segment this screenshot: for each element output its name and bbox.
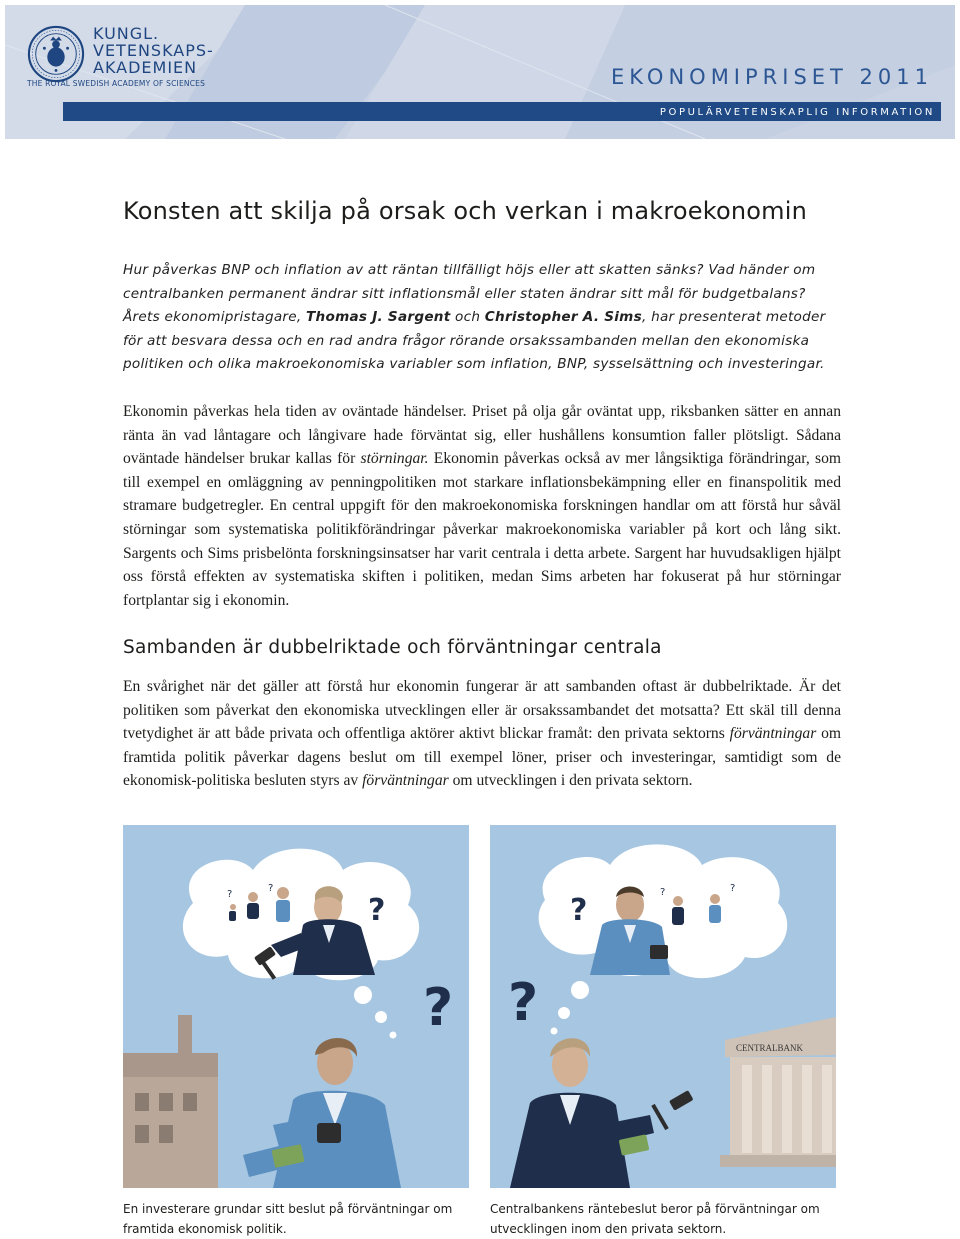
central-bank-building <box>720 1017 836 1167</box>
paragraph-1-after: Ekonomin påverkas också av mer långsiktiga förändringar, som till exempel en omläggning av penningpolitiken mot starkare inflationsbekämpning eller en finanspolitik med stramare budgetregler. En central uppgift för den makroekonomiska forskningen handlar om att förstå hur såväl störningar som systematiska politikförändringar påverkar makroekonomiska variabler på kort och lång sikt. Sargents och Sims prisbelönta forskningsinsatser har varit centrala i detta arbete. Sargent har huvudsakligen hjälpt oss förstå effekten av systematiska skiften i politiken, medan Sims arbeten har fokuserat på hur störningar fortplantar sig i ekonomin. <box>123 450 841 609</box>
paragraph-2-part-3: om utvecklingen i den privata sektorn. <box>448 772 693 790</box>
prize-title: EKONOMIPRISET 2011 <box>611 65 933 89</box>
caption-right: Centralbankens räntebeslut beror på förväntningar om utvecklingen inom den privata sektorn. <box>490 1202 820 1236</box>
svg-text:?: ? <box>730 883 736 894</box>
article-lead <box>123 259 843 377</box>
question-mark-large: ? <box>423 978 454 1038</box>
term-forvantningar-1: förväntningar <box>729 725 817 743</box>
logo-line-1: KUNGL. <box>93 24 160 43</box>
question-mark-large: ? <box>508 973 539 1033</box>
paragraph-1-before: Ekonomin påverkas hela tiden av oväntade händelser. Priset på olja går oväntat upp, riksbanken sätter en annan ränta än vad låntagare och långivare hade förväntat sig, eller hushållens konsumtion faller plötsligt. Sådana oväntade händelser brukar kallas för <box>123 403 841 468</box>
paragraph-2 <box>123 675 841 793</box>
header-band <box>5 5 955 139</box>
logo-line-2: VETENSKAPS- <box>93 41 214 60</box>
laureate-sims: Christopher A. Sims <box>484 309 642 326</box>
term-storningar: störningar. <box>360 450 429 468</box>
paragraph-1 <box>123 400 841 612</box>
academy-logo[interactable] <box>27 25 214 88</box>
lead-part-1: Hur påverkas BNP och inflation av att räntan tillfälligt höjs eller att skatten sänks? Vad händer om centralbanken permanent ändrar sitt inflationsmål eller staten ändrar sitt mål för budgetbalans? Årets ekonomipristagare, <box>123 262 816 326</box>
central-banker-figure <box>510 1038 694 1188</box>
factory-building <box>123 1015 218 1188</box>
lead-and: och <box>450 309 485 326</box>
academy-seal-icon <box>27 25 85 83</box>
question-mark-small: ? <box>570 893 588 928</box>
lead-part-2: , har presenterat metoder för att besvara dessa och en rad andra frågor rörande orsakssambanden mellan den ekonomiska politiken och olika makroekonomiska variabler som inflation, BNP, sysselsättning och investeringar. <box>123 309 826 373</box>
caption-left: En investerare grundar sitt beslut på förväntningar om framtida ekonomisk politik. <box>123 1202 453 1236</box>
logo-subtitle: THE ROYAL SWEDISH ACADEMY OF SCIENCES <box>27 79 206 88</box>
svg-text:?: ? <box>660 887 666 898</box>
illustration-central-bank <box>490 825 836 1188</box>
section-title: Sambanden är dubbelriktade och förväntningar centrala <box>123 637 662 658</box>
investor-figure <box>243 1038 401 1188</box>
central-bank-sign: CENTRALBANK <box>736 1043 803 1053</box>
question-mark-small: ? <box>368 893 386 928</box>
illustration-investor <box>123 825 469 1188</box>
laureate-sargent: Thomas J. Sargent <box>306 309 451 326</box>
paragraph-2-part-2: om framtida politik påverkar dagens beslut om till exempel löner, priser och investeringar, samtidigt som de ekonomisk-politiska besluten styrs av <box>123 725 842 790</box>
paragraph-2-part-1: En svårighet när det gäller att förstå hur ekonomin fungerar är att sambanden oftast är dubbelriktade. Är det politiken som påverkat den ekonomiska utvecklingen eller är orsakssambandet det motsatta? Ett skäl till denna tvetydighet är att både privata och offentliga aktörer aktivt blickar framåt: den privata sektorns <box>123 678 841 743</box>
svg-text:?: ? <box>227 889 233 900</box>
article-title: Konsten att skilja på orsak och verkan i makroekonomin <box>123 197 808 225</box>
prize-subtitle: POPULÄRVETENSKAPLIG INFORMATION <box>659 107 935 118</box>
logo-line-3: AKADEMIEN <box>93 58 198 77</box>
svg-text:?: ? <box>268 883 274 894</box>
term-forvantningar-2: förväntningar <box>362 772 449 790</box>
